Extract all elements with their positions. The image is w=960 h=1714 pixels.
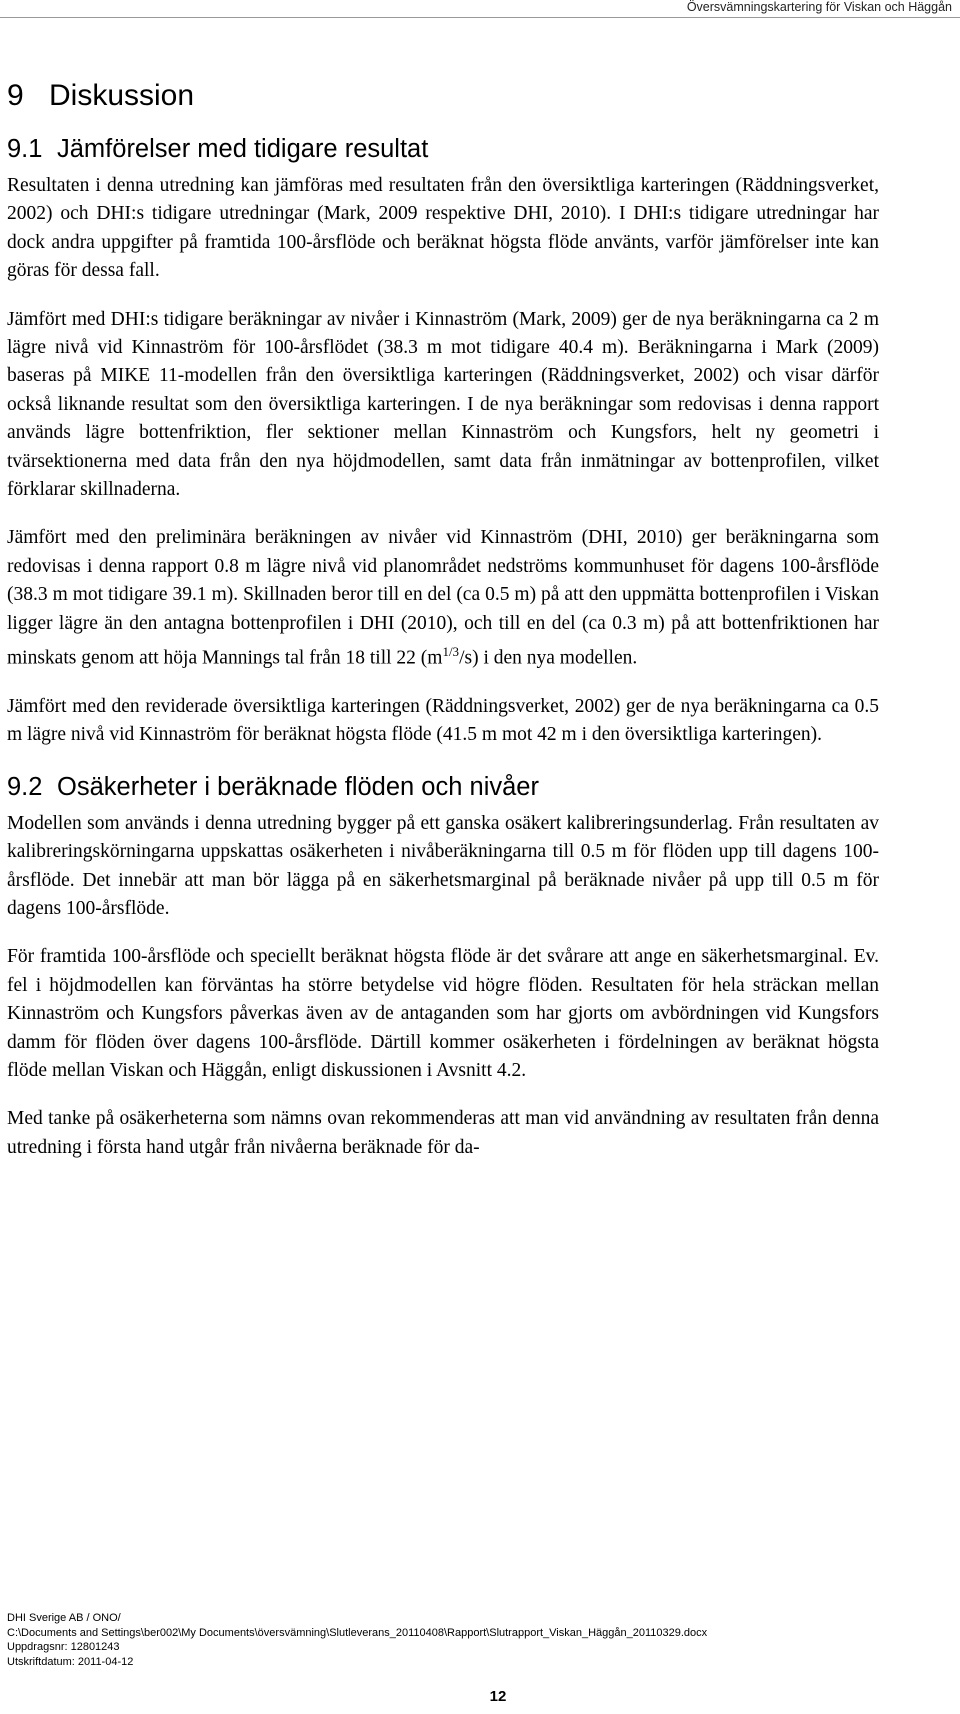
paragraph: Modellen som används i denna utredning bygger på ett ganska osäkert kalibreringsunderlag. Från resultaten av kalibreringskörningarna uppskattas osäkerheten i nivåberäkningarna till 0.5 m för flöden upp till dagens 100-årsflöde. Det innebär att man bör lägga på en säkerhetsmarginal på beräknade nivåer på upp till 0.5 m för dagens 100-årsflöde. <box>7 812 879 920</box>
header-divider <box>0 17 960 18</box>
paragraph-text: Jämfört med den preliminära beräkningen av nivåer vid Kinnaström (DHI, 2010) ger beräkningarna som redovisas i denna rapport 0.8 m lägre nivå vid planområdet nedströms kommunhuset för dagens 100-årsflöde (38.3 m mot tidigare 39.1 m). Skillnaden beror till en del (ca 0.5 m) på att den uppmätta bottenprofilen i Viskan ligger lägre än den antagna bottenprofilen i DHI (2010), och till en del (ca 0.3 m) på att bottenfriktionen har minskats genom att höja Mannings tal från 18 till 22 (m <box>7 527 879 669</box>
chapter-number: 9 <box>7 79 24 112</box>
running-header-title: Översvämningskartering för Viskan och Häggån <box>686 0 952 14</box>
section-title: Jämförelser med tidigare resultat <box>57 135 429 163</box>
paragraph: Jämfört med den reviderade översiktliga karteringen (Räddningsverket, 2002) ger de nya beräkningarna ca 0.5 m lägre nivå vid Kinnaström för beräknat högsta flöde (41.5 m mot 42 m i den översiktliga karteringen). <box>7 696 879 746</box>
section-heading-9-1 <box>7 132 879 166</box>
footer-print-date: Utskriftdatum: 2011-04-12 <box>7 1655 134 1668</box>
section-title: Osäkerheter i beräknade flöden och nivåer <box>57 772 539 801</box>
page-number: 12 <box>489 1688 507 1705</box>
chapter-title: Diskussion <box>49 79 195 112</box>
paragraph-text: /s) i den nya modellen. <box>459 647 638 669</box>
section-number: 9.2 <box>7 772 43 801</box>
footer-company: DHI Sverige AB / ONO/ <box>7 1612 121 1624</box>
section-number: 9.1 <box>7 135 43 163</box>
chapter-heading <box>7 74 879 118</box>
paragraph: Resultaten i denna utredning kan jämföras med resultaten från den översiktliga karteringen (Räddningsverket, 2002) och DHI:s tidigare utredningar (Mark, 2009 respektive DHI, 2010). I DHI:s tidigare utredningar har dock andra uppgifter på framtida 100-årsflöde och beräknat högsta flöde använts, varför jämförelser inte kan göras för dessa fall. <box>7 175 879 282</box>
footer-order-number: Uppdragsnr: 12801243 <box>7 1641 120 1653</box>
paragraph-mannings <box>7 524 879 673</box>
footer-file-path: C:\Documents and Settings\ber002\My Documents\översvämning\Slutleverans_20110408\Rapport\Slutrapport_Viskan_Häggån_20110329.docx <box>7 1626 708 1639</box>
page-footer <box>7 1611 707 1669</box>
superscript-exponent: 1/3 <box>442 644 460 660</box>
section-heading-9-2 <box>7 770 879 804</box>
paragraph: Jämfört med DHI:s tidigare beräkningar av nivåer i Kinnaström (Mark, 2009) ger de nya beräkningarna ca 2 m lägre nivå vid Kinnaström för 100-årsflödet (38.3 m mot tidigare 40.4 m). Beräkningarna i Mark (2009) baseras på MIKE 11-modellen från den översiktliga karteringen (Räddningsverket, 2002) och visar därför också liknande resultat som den översiktliga karteringen. I de nya beräkningar som redovisas i denna rapport används lägre bottenfriktion, fler sektioner mellan Kinnaström och Kungsfors, helt ny geometri i tvärsektionerna med data från den nya höjdmodellen, samt data från inmätningar av bottenprofilen, vilket förklarar skillnaderna. <box>7 308 879 501</box>
paragraph: För framtida 100-årsflöde och speciellt beräknat högsta flöde är det svårare att ange en säkerhetsmarginal. Ev. fel i höjdmodellen kan förväntas ha större betydelse vid högre flöden. Resultaten för hela sträckan mellan Kinnaström och Kungsfors påverkas även av de antaganden som har gjorts om avbördningen vid Kungsfors damm för flöden över dagens 100-årsflöde. Därtill kommer osäkerheten i fördelningen av beräknat högsta flöde mellan Viskan och Häggån, enligt diskussionen i Avsnitt 4.2. <box>7 946 879 1082</box>
paragraph: Med tanke på osäkerheterna som nämns ovan rekommenderas att man vid användning av resultaten från denna utredning i första hand utgår från nivåerna beräknade för da- <box>7 1108 879 1158</box>
page-body <box>7 74 879 1162</box>
